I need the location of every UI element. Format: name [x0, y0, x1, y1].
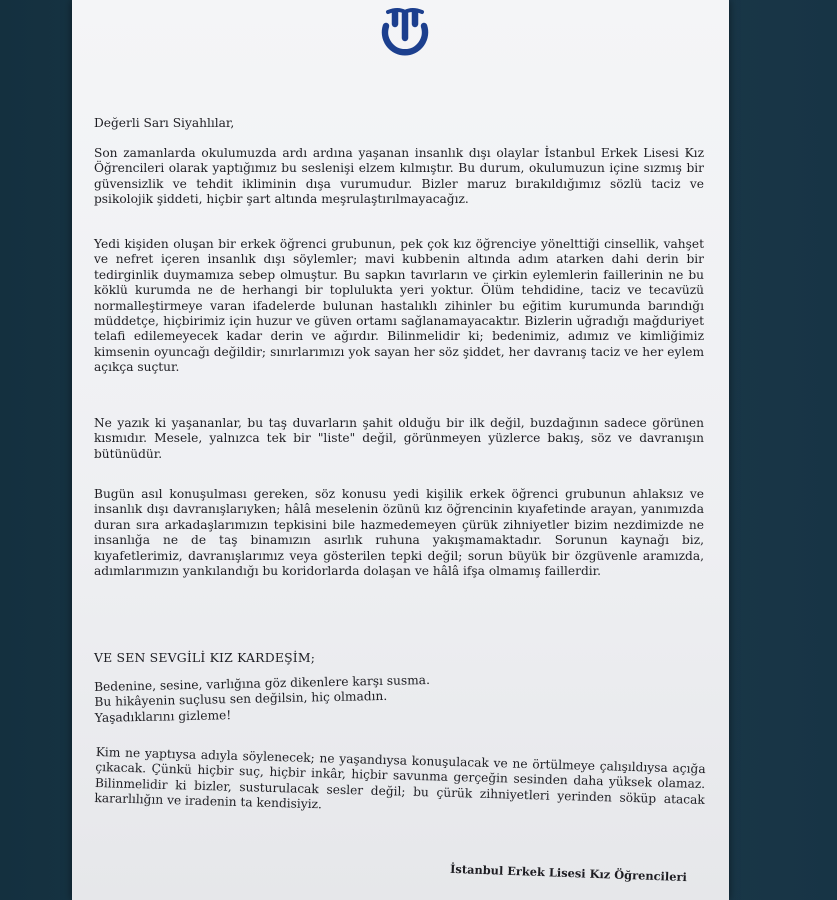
appeal-line: Bedenine, sesine, varlığına göz dikenlere karşı susma. [94, 672, 431, 694]
paragraph-3: Ne yazık ki yaşananlar, bu taş duvarların şahit olduğu bir ilk değil, buzdağının sadece görünen kısmıdır. Mesele, yalnızca tek bir "liste" değil, görünmeyen yüzlerce bakış, söz ve davranışın bütünüdür. [94, 416, 704, 461]
section-heading: VE SEN SEVGİLİ KIZ KARDEŞİM; [94, 650, 316, 665]
paragraph-4: Bugün asıl konuşulması gereken, söz konusu yedi kişilik erkek öğrenci grubunun ahlaksız ve insanlık dışı davranışlarıyken; hâlâ meselenin özünü kız öğrencinin kıyafetinde arayan, yanımızda duran sıra arkadaşlarımızın tepkisini bile hazmedemeyen çürük zihniyetler bizim nezdimizde ne insanlığa ne de taş binamızın asırlık ruhuna yakışmamaktadır. Sorunun kaynağı biz, kıyafetlerimiz, davranışlarımız veya gösterilen tepki değil; sorun büyük bir özgüvenle aramızda, adımlarımızın yankılandığı bu koridorlarda dolaşan ve hâlâ ifşa olmamış faillerdir. [94, 487, 704, 579]
school-emblem-logo [374, 6, 436, 66]
paragraph-2: Yedi kişiden oluşan bir erkek öğrenci grubunun, pek çok kız öğrenciye yöneltti̇ği cinsellik, vahşet ve nefret içeren insanlık dışı söylemler; mavi kubbenin altında adım atarken dahi derin bir tedirginlik duymamıza sebep olmuştur. Bu sapkın tavırların ve çirkin eylemlerin faillerinin ne bu köklü kurumda ne de herhangi bir toplulukta yeri yoktur. Ölüm tehdidine, taciz ve tecavüzü normalleştirmeye varan ifadelerde bulunan hastalıklı zihinler bu eğitim kurumunda barındığı müddetçe, hiçbirimiz için huzur ve güven ortamı sağlanamayacaktır. Bizlerin uğradığı mağduriyet telafi edilemeyecek kadar derin ve ağırdır. Bilinmelidir ki; bedenimiz, adımız ve kimliğimiz kimsenin oyuncağı değildir; sınırlarımızı yok sayan her söz şiddet, her davranış taciz ve her eylem açıkça suçtur. [94, 237, 704, 375]
closing-paragraph: Kim ne yaptıysa adıyla söylenecek; ne yaşandıysa konuşulacak ve ne örtülmeye çalışıldıysa açığa çıkacak. Çünkü hiçbir suç, hiçbir inkâr, hiçbir savunma gerçeğin sesinden daha yüksek olamaz. Bilinmelidir ki bizler, susturulacak sesler değil; bu çürük zihniyetleri yerinden söküp atacak kararlılığın ve iradenin ta kendisiyiz. [94, 745, 706, 812]
letter-salutation: Değerli Sarı Siyahlılar, [94, 116, 235, 130]
appeal-lines [94, 673, 431, 726]
appeal-line: Yaşadıklarını gizleme! [94, 707, 232, 725]
paragraph-1: Son zamanlarda okulumuzda ardı ardına yaşanan insanlık dışı olaylar İstanbul Erkek Lisesi Kız Öğrencileri olarak yaptığımız bu seslenişi elzem kılmıştır. Bu durum, okulumuzun içine sızmış bir güvensizlik ve tehdit ikliminin dışa vurumudur. Bizler maruz bırakıldığımız sözlü taciz ve psikolojik şiddeti, hiçbir şart altında meşrulaştırılmayacağız. [94, 146, 704, 207]
letter-page [72, 0, 729, 900]
letter-signature: İstanbul Erkek Lisesi Kız Öğrencileri [449, 861, 688, 885]
appeal-line: Bu hikâyenin suçlusu sen değilsin, hiç olmadın. [94, 689, 388, 710]
